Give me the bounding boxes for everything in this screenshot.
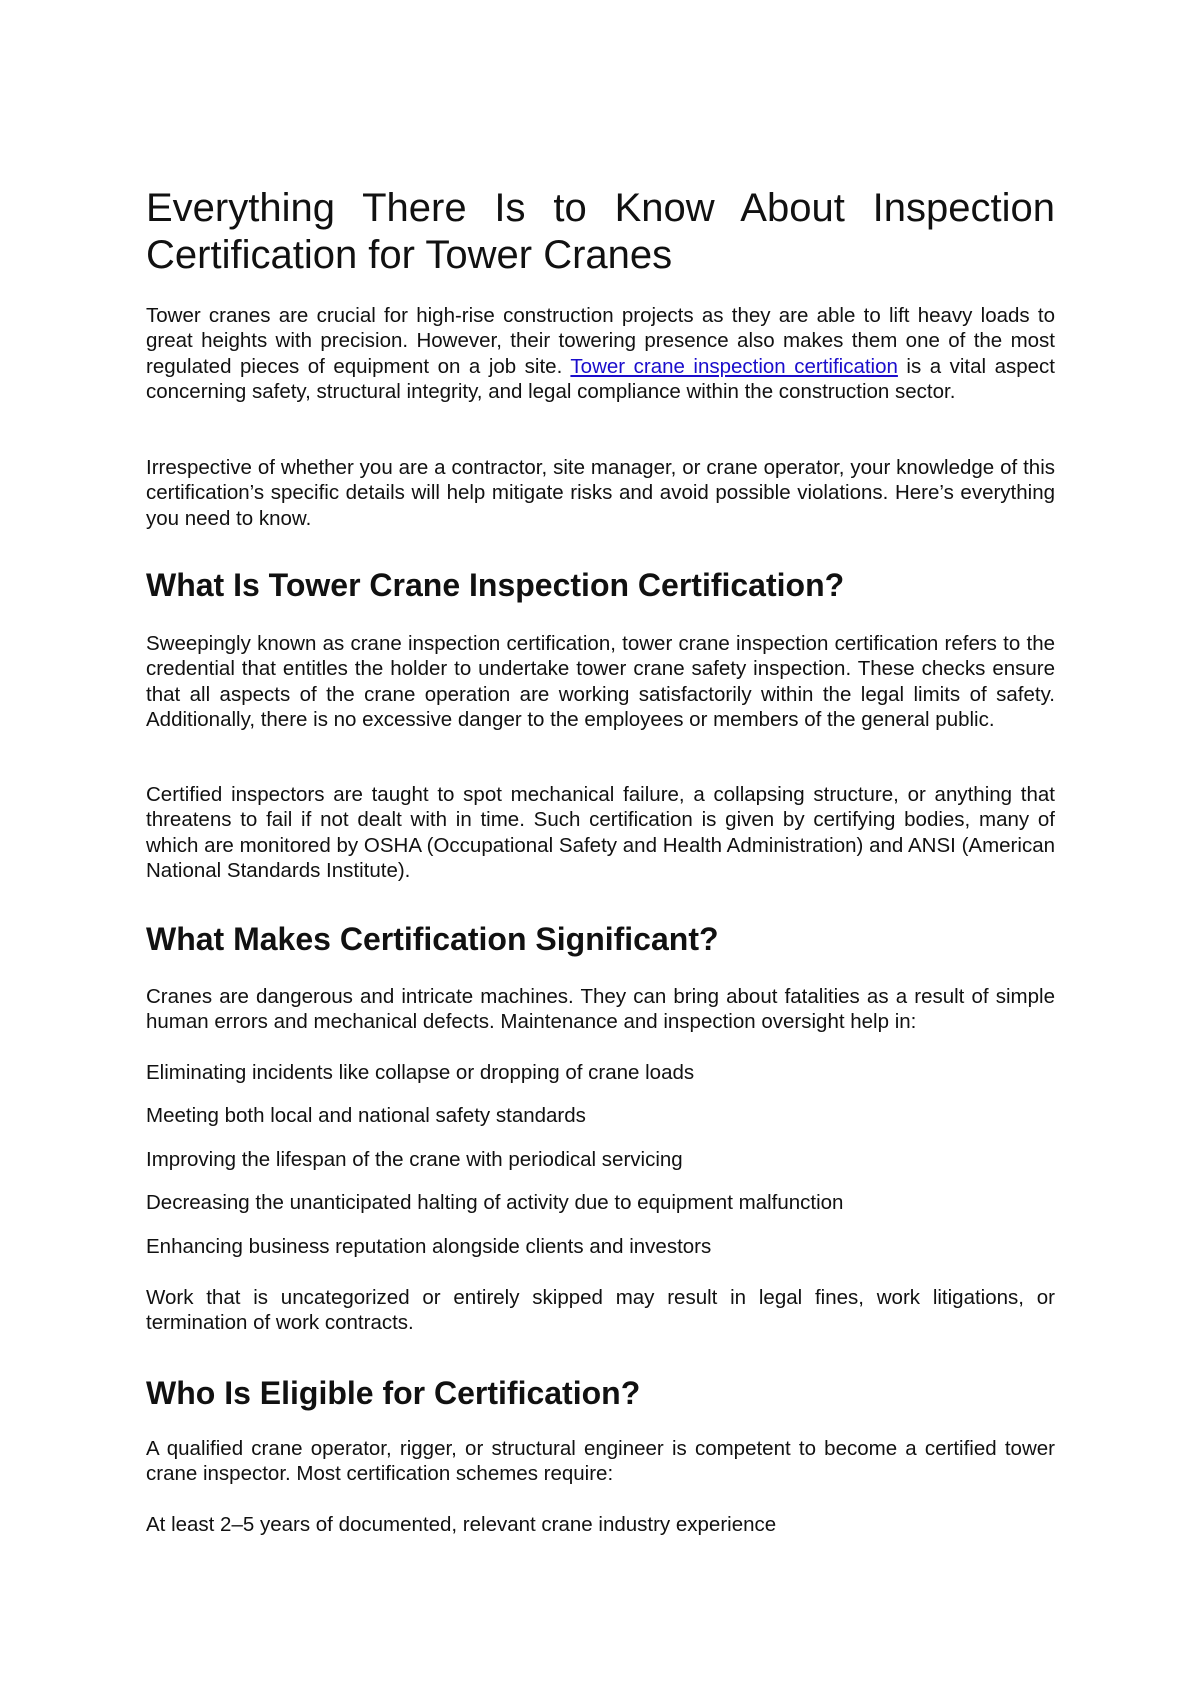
list-item: Improving the lifespan of the crane with periodical servicing [146,1148,683,1171]
list-item: Meeting both local and national safety standards [146,1104,586,1127]
section-heading-what-is: What Is Tower Crane Inspection Certification? [146,567,845,603]
section1-paragraph-2: Certified inspectors are taught to spot mechanical failure, a collapsing structure, or anything that threatens to fail if not dealt with in time. Such certification is given by certifying bodies, many of which are monitored by OSHA (Occupational Safety and Health Administration) and ANSI (American National Standards Institute). [146,783,1055,883]
section3-paragraph-1: A qualified crane operator, rigger, or structural engineer is competent to become a certified tower crane inspector. Most certification schemes require: [146,1437,1055,1486]
intro-text-after: is a vital aspect concerning safety, structural integrity, and legal compliance within the construction sector. [146,354,1055,404]
list-item: At least 2–5 years of documented, relevant crane industry experience [146,1513,777,1536]
list-item: Decreasing the unanticipated halting of activity due to equipment malfunction [146,1191,844,1214]
section-heading-significance: What Makes Certification Significant? [146,921,719,957]
page-title: Everything There Is to Know About Inspection Certification for Tower Cranes [146,186,1055,277]
intro-text: Tower cranes are crucial for high-rise construction projects as they are able to lift heavy loads to great heights with precision. However, their towering presence also makes them one of the most regulated pieces of equipment on a job site. [146,304,1055,378]
intro-paragraph-2: Irrespective of whether you are a contractor, site manager, or crane operator, your knowledge of this certification’s specific details will help mitigate risks and avoid possible violations. Here’s everything you need to know. [146,456,1055,530]
section1-paragraph-1: Sweepingly known as crane inspection certification, tower crane inspection certification refers to the credential that entitles the holder to undertake tower crane safety inspection. These checks ensure that all aspects of the crane operation are working satisfactorily within the legal limits of safety. Additionally, there is no excessive danger to the employees or members of the general public. [146,632,1055,732]
intro-paragraph-1 [146,303,1055,405]
section-heading-eligibility: Who Is Eligible for Certification? [146,1375,641,1411]
section2-paragraph-1: Cranes are dangerous and intricate machines. They can bring about fatalities as a result of simple human errors and mechanical defects. Maintenance and inspection oversight help in: [146,985,1055,1034]
list-item: Enhancing business reputation alongside clients and investors [146,1235,712,1258]
section2-paragraph-2: Work that is uncategorized or entirely skipped may result in legal fines, work litigations, or termination of work contracts. [146,1286,1055,1335]
list-item: Eliminating incidents like collapse or dropping of crane loads [146,1061,695,1084]
tower-crane-inspection-certification-link[interactable]: Tower crane inspection certification [570,354,898,378]
